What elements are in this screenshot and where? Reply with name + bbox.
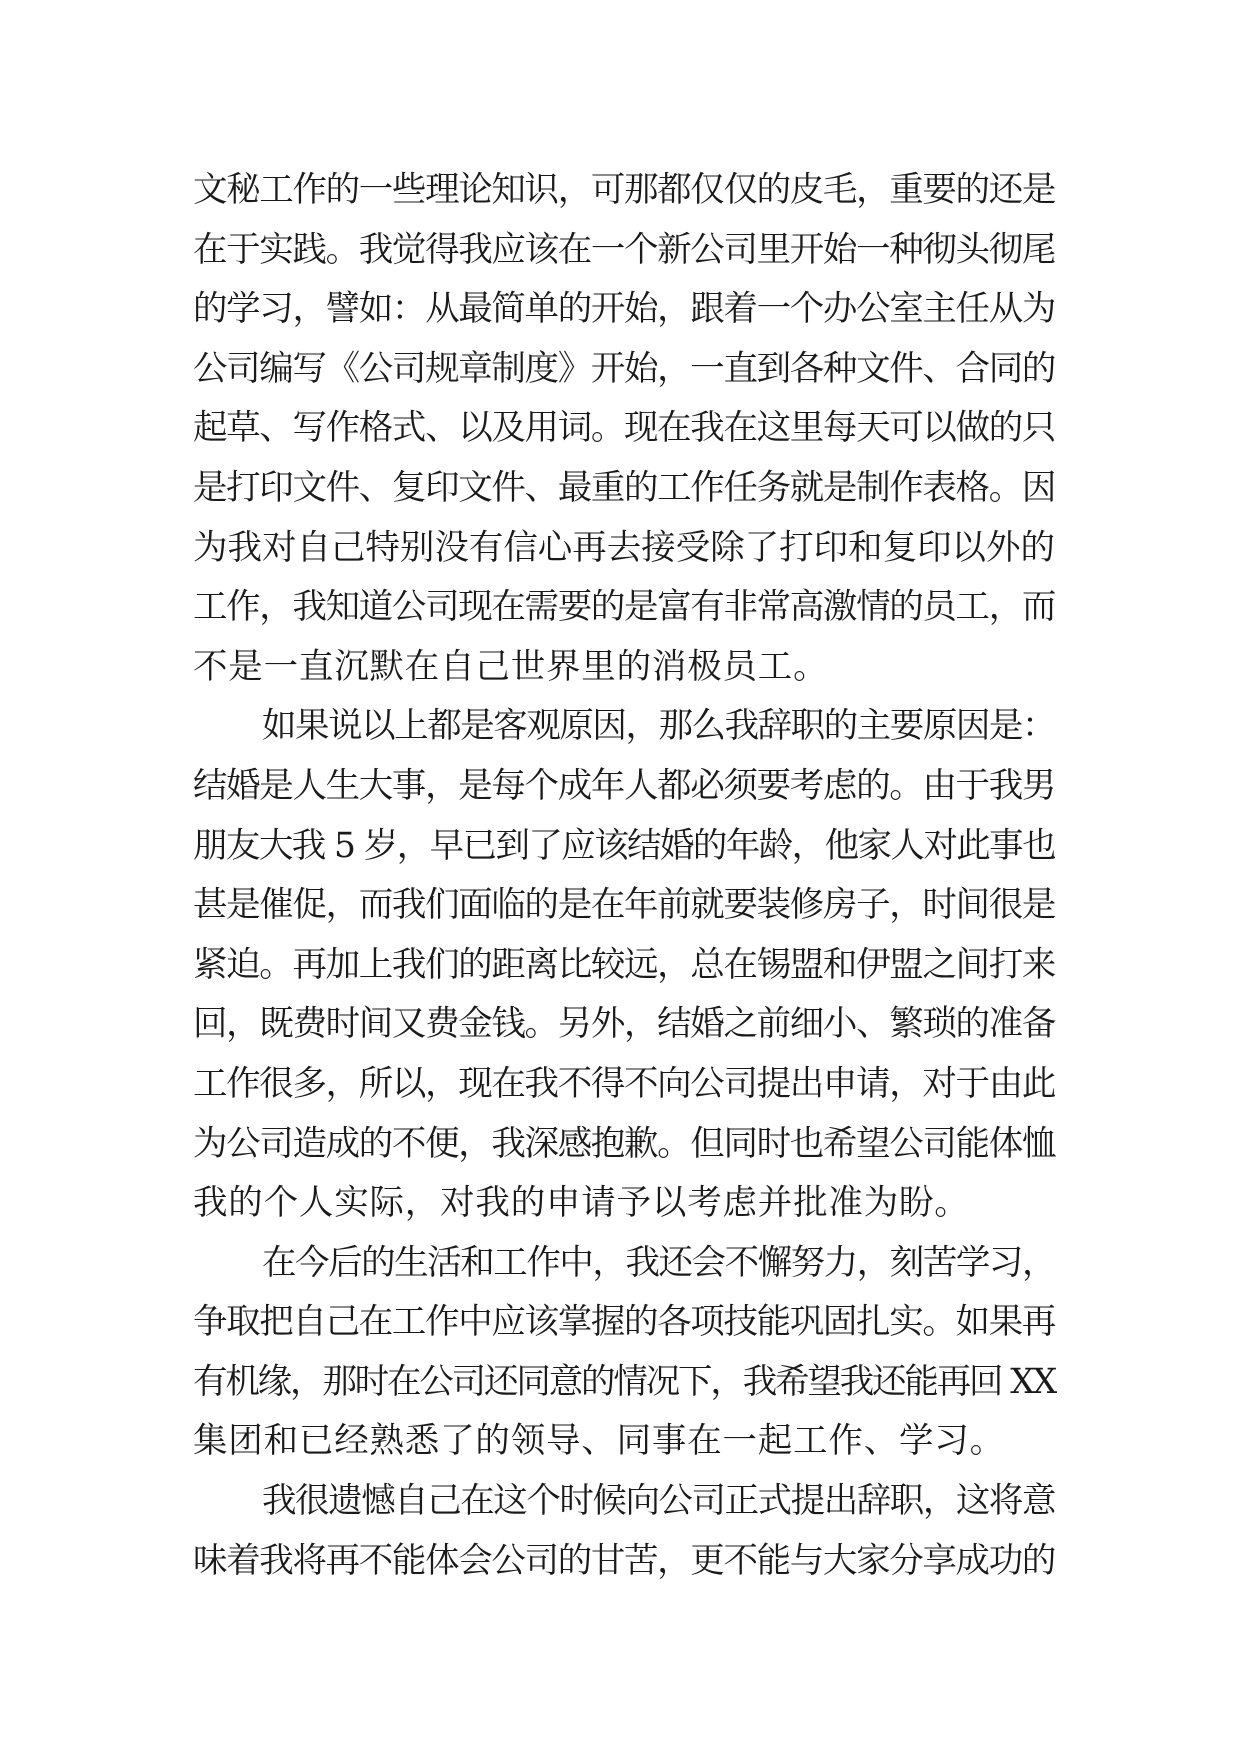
text-line: 为我对自己特别没有信心再去接受除了打印和复印以外的: [193, 527, 1055, 568]
paragraph-first-line: 我很遗憾自己在这个时候向公司正式提出辞职，这将意: [262, 1481, 1055, 1522]
text-line: 朋友大我 5 岁，早已到了应该结婚的年龄，他家人对此事也: [193, 825, 1055, 866]
document-body-text: [193, 161, 1055, 1591]
text-line: 味着我将再不能体会公司的甘苦，更不能与大家分享成功的: [193, 1540, 1056, 1581]
text-line: 我的个人实际，对我的申请予以考虑并批准为盼。: [193, 1183, 970, 1224]
text-line: 不是一直沉默在自己世界里的消极员工。: [193, 646, 829, 687]
text-line: 甚是催促，而我们面临的是在年前就要装修房子，时间很是: [193, 885, 1056, 926]
text-line: 公司编写《公司规章制度》开始，一直到各种文件、合同的: [193, 348, 1056, 389]
paragraph-first-line: 在今后的生活和工作中，我还会不懈努力，刻苦学习，: [262, 1242, 1055, 1283]
text-line: 争取把自己在工作中应该掌握的各项技能巩固扎实。如果再: [193, 1302, 1056, 1343]
paragraph-first-line: 如果说以上都是客观原因，那么我辞职的主要原因是：: [262, 706, 1055, 747]
text-line: 紧迫。再加上我们的距离比较远，总在锡盟和伊盟之间打来: [193, 944, 1056, 985]
text-line: 在于实践。我觉得我应该在一个新公司里开始一种彻头彻尾: [193, 229, 1056, 270]
text-line: 结婚是人生大事，是每个成年人都必须要考虑的。由于我男: [193, 765, 1056, 806]
text-line: 为公司造成的不便，我深感抱歉。但同时也希望公司能体恤: [193, 1123, 1056, 1164]
text-line: 是打印文件、复印文件、最重的工作任务就是制作表格。因: [193, 467, 1056, 508]
text-line: 的学习，譬如：从最简单的开始，跟着一个办公室主任从为: [193, 289, 1056, 330]
text-line: 文秘工作的一些理论知识，可那都仅仅的皮毛，重要的还是: [193, 170, 1056, 210]
text-line: 起草、写作格式、以及用词。现在我在这里每天可以做的只: [193, 408, 1056, 449]
text-line: 集团和已经熟悉了的领导、同事在一起工作、学习。: [193, 1421, 1005, 1462]
text-line: 有机缘，那时在公司还同意的情况下，我希望我还能再回 XX: [193, 1361, 1055, 1402]
text-line: 工作很多，所以，现在我不得不向公司提出申请，对于由此: [193, 1063, 1056, 1104]
text-line: 回，既费时间又费金钱。另外，结婚之前细小、繁琐的准备: [193, 1004, 1056, 1045]
text-line: 工作，我知道公司现在需要的是富有非常高激情的员工，而: [193, 587, 1056, 628]
